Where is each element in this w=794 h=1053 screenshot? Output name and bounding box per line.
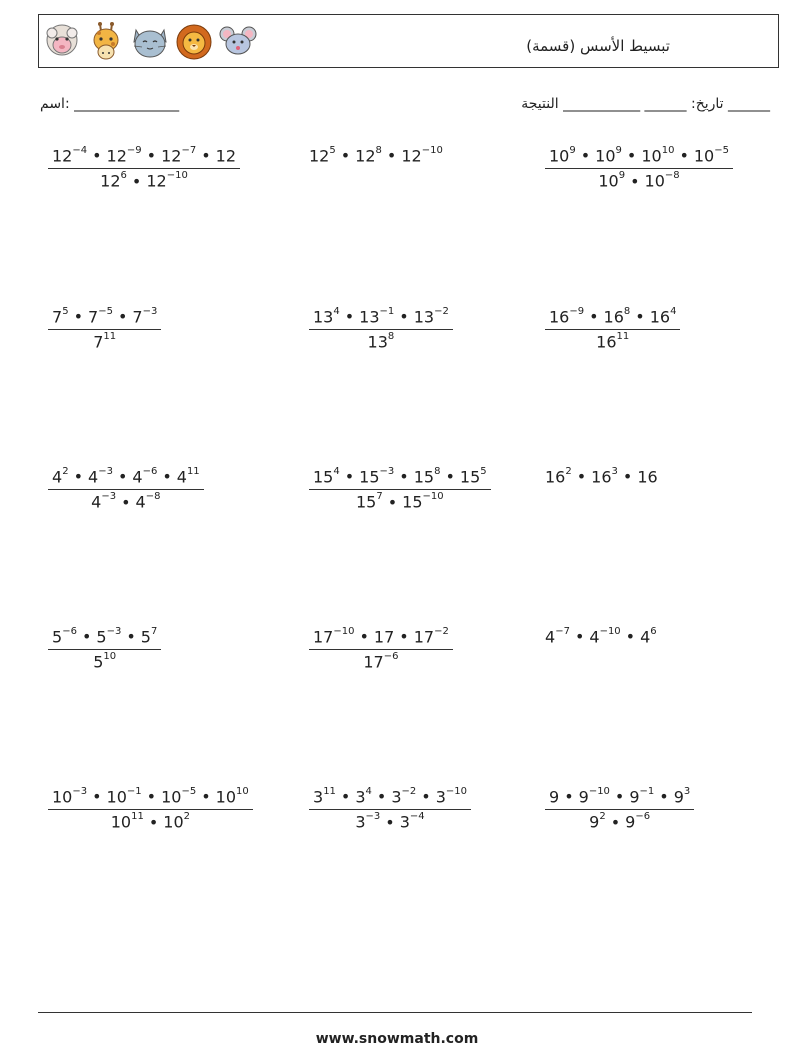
problem-2	[309, 145, 443, 166]
problem-11	[309, 626, 453, 672]
multiply-dot: •	[344, 307, 355, 327]
base: 10	[106, 787, 127, 807]
multiply-dot: •	[117, 307, 128, 327]
numerator	[48, 306, 161, 329]
base: 4	[91, 492, 102, 512]
exponent: −6	[635, 811, 651, 823]
base: 12	[100, 171, 121, 191]
base: 16	[649, 307, 671, 327]
exponent: −3	[98, 466, 113, 477]
multiply-dot: •	[385, 812, 395, 832]
base: 15	[359, 467, 380, 487]
multiply-dot: •	[92, 787, 102, 807]
exponent: 2	[599, 811, 606, 823]
exponent: 9	[569, 145, 576, 156]
base: 15	[413, 467, 435, 487]
base: 7	[88, 307, 99, 327]
exponent: 9	[615, 145, 622, 156]
problem-1	[48, 145, 240, 191]
base: 10	[644, 171, 665, 191]
exponent: −8	[664, 170, 680, 182]
base: 9	[578, 787, 589, 807]
denominator	[309, 650, 453, 670]
base: 16	[596, 332, 617, 352]
exponent: −6	[142, 466, 158, 477]
exponent: −10	[588, 786, 610, 797]
denominator	[545, 169, 733, 189]
multiply-dot: •	[117, 467, 128, 487]
exponent: 2	[183, 811, 190, 823]
base: 10	[598, 171, 619, 191]
problem-12	[545, 626, 657, 647]
numerator	[48, 626, 161, 649]
numerator	[309, 786, 471, 809]
multiply-dot: •	[126, 627, 136, 647]
exponent: −9	[569, 306, 585, 317]
exponent: −10	[333, 626, 355, 637]
multiply-dot: •	[574, 627, 585, 647]
exponent: −2	[434, 306, 449, 317]
base: 3	[355, 787, 366, 807]
multiply-dot: •	[201, 146, 211, 166]
base: 4	[545, 627, 556, 647]
base: 12	[161, 146, 182, 166]
numerator	[545, 306, 680, 329]
base: 17	[373, 627, 395, 647]
base: 16	[545, 467, 566, 487]
multiply-dot: •	[344, 467, 355, 487]
base: 13	[359, 307, 380, 327]
base: 10	[110, 812, 132, 832]
footer-divider	[38, 1012, 752, 1013]
expression	[309, 145, 443, 166]
exponent: −5	[181, 786, 197, 797]
problem-15	[545, 786, 694, 832]
exponent: −3	[106, 626, 122, 637]
base: 10	[215, 787, 236, 807]
exponent: −6	[62, 626, 77, 637]
denominator	[309, 330, 453, 350]
base: 16	[591, 467, 612, 487]
exponent: −7	[181, 145, 197, 156]
problem-7	[48, 466, 204, 512]
base: 16	[549, 307, 570, 327]
multiply-dot: •	[81, 627, 92, 647]
problem-6	[545, 306, 680, 352]
exponent: 5	[480, 466, 487, 477]
multiply-dot: •	[386, 146, 397, 166]
exponent: −4	[409, 811, 425, 823]
exponent: −3	[365, 811, 381, 823]
multiply-dot: •	[589, 307, 599, 327]
exponent: −5	[714, 145, 729, 156]
problem-13	[48, 786, 253, 832]
name-field: اسم: _______________	[40, 96, 180, 112]
exponent: 4	[333, 466, 340, 477]
numerator	[309, 306, 453, 329]
base: 9	[673, 787, 684, 807]
numerator	[48, 786, 253, 809]
exponent: −10	[421, 145, 443, 156]
footer-url: www.snowmath.com	[315, 1031, 479, 1047]
base: 3	[355, 812, 366, 832]
expression	[545, 466, 658, 487]
problem-14	[309, 786, 471, 832]
exponent: 3	[611, 466, 618, 477]
multiply-dot: •	[121, 492, 131, 512]
exponent: −10	[445, 786, 468, 797]
multiply-dot: •	[625, 627, 636, 647]
base: 10	[161, 787, 182, 807]
base: 15	[402, 492, 423, 512]
exponent: −10	[166, 170, 188, 182]
exponent: −9	[126, 145, 142, 156]
base: 10	[595, 146, 616, 166]
multiply-dot: •	[679, 146, 689, 166]
base: 15	[459, 467, 481, 487]
denominator	[545, 810, 694, 830]
multiply-dot: •	[340, 146, 351, 166]
multiply-dot: •	[201, 787, 211, 807]
exponent: 8	[434, 466, 441, 477]
exponent: 11	[323, 786, 336, 797]
problem-3	[545, 145, 733, 191]
exponent: −5	[98, 306, 113, 317]
exponent: 5	[329, 145, 336, 156]
exponent: −8	[145, 491, 161, 503]
exponent: 4	[365, 786, 372, 797]
base: 15	[355, 492, 377, 512]
base: 10	[52, 787, 73, 807]
base: 16	[637, 467, 658, 487]
base: 12	[106, 146, 127, 166]
multiply-dot: •	[131, 171, 142, 191]
numerator	[545, 145, 733, 168]
exponent: −2	[434, 626, 449, 637]
base: 4	[589, 627, 600, 647]
denominator	[309, 810, 471, 830]
exponent: −4	[72, 145, 88, 156]
base: 7	[93, 332, 104, 352]
multiply-dot: •	[73, 467, 83, 487]
worksheet-title: تبسيط الأسس (قسمة)	[526, 37, 670, 55]
denominator	[48, 169, 240, 189]
exponent: 4	[333, 306, 340, 317]
exponent: −1	[379, 306, 395, 317]
base: 17	[313, 627, 334, 647]
base: 7	[132, 307, 143, 327]
multiply-dot: •	[387, 492, 398, 512]
problem-4	[48, 306, 161, 352]
exponent: 11	[616, 331, 630, 343]
numerator	[309, 466, 491, 489]
date-score-field: تاريخ: ______ ___________ النتيجة ______	[521, 96, 770, 112]
exponent: −3	[379, 466, 395, 477]
multiply-dot: •	[359, 627, 369, 647]
base: 4	[52, 467, 63, 487]
multiply-dot: •	[580, 146, 591, 166]
problem-10	[48, 626, 161, 672]
multiply-dot: •	[399, 307, 409, 327]
multiply-dot: •	[421, 787, 431, 807]
problem-5	[309, 306, 453, 352]
base: 13	[367, 332, 388, 352]
exponent: −3	[142, 306, 158, 317]
multiply-dot: •	[162, 467, 172, 487]
multiply-dot: •	[73, 307, 83, 327]
exponent: −2	[401, 786, 417, 797]
base: 12	[355, 146, 376, 166]
base: 13	[313, 307, 334, 327]
base: 16	[603, 307, 624, 327]
exponent: 3	[683, 786, 691, 797]
exponent: 11	[103, 331, 117, 343]
exponent: 10	[236, 786, 249, 797]
exponent: 6	[650, 626, 657, 637]
multiply-dot: •	[146, 146, 157, 166]
denominator	[48, 810, 253, 830]
exponent: −1	[126, 786, 142, 797]
multiply-dot: •	[659, 787, 669, 807]
base: 12	[215, 146, 236, 166]
problem-9	[545, 466, 658, 487]
base: 5	[96, 627, 107, 647]
exponent: 2	[565, 466, 572, 477]
base: 12	[309, 146, 330, 166]
base: 5	[93, 652, 104, 672]
exponent: 4	[670, 306, 677, 317]
base: 4	[88, 467, 99, 487]
exponent: 2	[62, 466, 69, 477]
exponent: 10	[661, 145, 675, 156]
multiply-dot: •	[92, 146, 102, 166]
multiply-dot: •	[610, 812, 621, 832]
exponent: −7	[555, 626, 570, 637]
base: 3	[391, 787, 402, 807]
exponent: 10	[103, 651, 117, 663]
denominator	[309, 490, 491, 510]
base: 3	[313, 787, 324, 807]
multiply-dot: •	[399, 467, 409, 487]
base: 17	[413, 627, 435, 647]
denominator	[48, 650, 161, 670]
base: 13	[413, 307, 435, 327]
base: 10	[641, 146, 662, 166]
multiply-dot: •	[622, 467, 633, 487]
base: 3	[435, 787, 446, 807]
base: 10	[163, 812, 184, 832]
base: 10	[693, 146, 715, 166]
multiply-dot: •	[635, 307, 645, 327]
exponent: −10	[599, 626, 621, 637]
multiply-dot: •	[630, 171, 640, 191]
exponent: 8	[387, 331, 395, 343]
multiply-dot: •	[148, 812, 159, 832]
base: 12	[401, 146, 422, 166]
denominator	[545, 330, 680, 350]
multiply-dot: •	[564, 787, 574, 807]
exponent: −3	[72, 786, 88, 797]
exponent: −10	[422, 491, 444, 503]
base: 4	[135, 492, 146, 512]
base: 10	[549, 146, 570, 166]
multiply-dot: •	[614, 787, 625, 807]
multiply-dot: •	[340, 787, 351, 807]
problem-8	[309, 466, 491, 512]
multiply-dot: •	[445, 467, 455, 487]
exponent: 8	[375, 145, 382, 156]
base: 17	[363, 652, 384, 672]
exponent: 9	[618, 170, 626, 182]
base: 9	[629, 787, 640, 807]
denominator	[48, 330, 161, 350]
base: 9	[625, 812, 636, 832]
exponent: 11	[131, 811, 144, 823]
exponent: 6	[120, 170, 127, 182]
multiply-dot: •	[376, 787, 387, 807]
exponent: 11	[186, 466, 200, 477]
multiply-dot: •	[626, 146, 637, 166]
numerator	[309, 626, 453, 649]
base: 12	[52, 146, 73, 166]
exponent: −1	[639, 786, 655, 797]
base: 12	[146, 171, 167, 191]
base: 15	[313, 467, 334, 487]
numerator	[545, 786, 694, 809]
exponent: 7	[150, 626, 158, 637]
base: 5	[140, 627, 151, 647]
denominator	[48, 490, 204, 510]
base: 7	[52, 307, 63, 327]
multiply-dot: •	[576, 467, 587, 487]
numerator	[48, 145, 240, 168]
exponent: −6	[383, 651, 399, 663]
multiply-dot: •	[399, 627, 409, 647]
exponent: 7	[376, 491, 383, 503]
exponent: −3	[101, 491, 117, 503]
expression	[545, 626, 657, 647]
base: 3	[399, 812, 410, 832]
base: 9	[589, 812, 600, 832]
multiply-dot: •	[146, 787, 157, 807]
base: 9	[549, 787, 560, 807]
base: 5	[52, 627, 63, 647]
exponent: 8	[623, 306, 631, 317]
base: 4	[176, 467, 187, 487]
exponent: 5	[62, 306, 69, 317]
base: 4	[640, 627, 651, 647]
base: 4	[132, 467, 143, 487]
numerator	[48, 466, 204, 489]
